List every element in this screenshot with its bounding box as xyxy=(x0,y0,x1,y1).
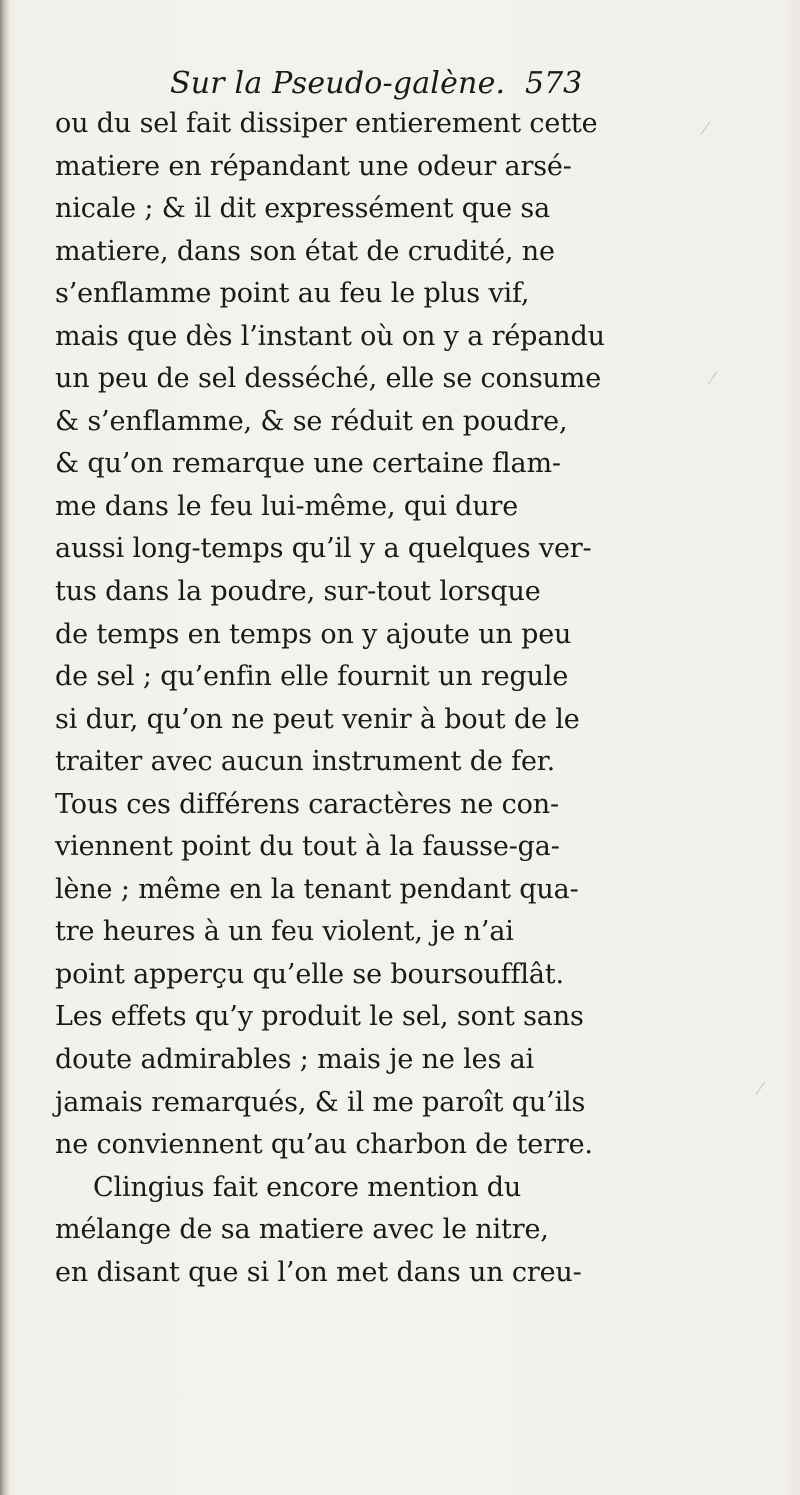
text-line: de temps en temps on y ajoute un peu xyxy=(55,618,572,650)
text-line: doute admirables ; mais je ne les ai xyxy=(55,1044,535,1076)
text-line: & qu’on remarque une certaine flam- xyxy=(55,448,561,480)
running-title: Sur la Pseudo-galène. xyxy=(170,66,506,101)
text-line: me dans le feu lui-même, qui dure xyxy=(55,490,519,522)
text-line: matiere en répandant une odeur arsé- xyxy=(55,150,572,182)
text-line: s’enflamme point au feu le plus vif, xyxy=(55,278,530,310)
text-line: tre heures à un feu violent, je n’ai xyxy=(55,916,514,948)
text-line: mais que dès l’instant où on y a répandu xyxy=(55,320,605,352)
text-line: matiere, dans son état de crudité, ne xyxy=(55,235,555,267)
text-line: aussi long-temps qu’il y a quelques ver- xyxy=(55,533,592,565)
text-line: tus dans la poudre, sur-tout lorsque xyxy=(55,576,541,608)
text-line: mélange de sa matiere avec le nitre, xyxy=(55,1214,549,1246)
text-line: en disant que si l’on met dans un creu- xyxy=(55,1256,582,1288)
text-line: un peu de sel desséché, elle se consume xyxy=(55,363,602,395)
page-number: 573 xyxy=(525,66,583,101)
text-line-indented: Clingius fait encore mention du xyxy=(93,1171,522,1203)
text-line: Les effets qu’y produit le sel, sont sans xyxy=(55,1001,584,1033)
page-binding-edge xyxy=(0,0,10,1495)
running-head xyxy=(60,66,760,106)
text-line: ou du sel fait dissiper entierement cette xyxy=(55,108,598,139)
text-line: nicale ; & il dit expressément que sa xyxy=(55,193,551,225)
text-line: viennent point du tout à la fausse-ga- xyxy=(55,831,560,863)
text-line: lène ; même en la tenant pendant qua- xyxy=(55,873,579,905)
body-text xyxy=(55,103,800,1294)
text-line: si dur, qu’on ne peut venir à bout de le xyxy=(55,703,580,735)
text-line: ne conviennent qu’au charbon de terre. xyxy=(55,1129,593,1161)
text-line: traiter avec aucun instrument de fer. xyxy=(55,746,556,778)
text-line: jamais remarqués, & il me paroît qu’ils xyxy=(55,1086,586,1118)
text-line: point apperçu qu’elle se boursoufflât. xyxy=(55,958,564,990)
text-line: & s’enflamme, & se réduit en poudre, xyxy=(55,405,568,437)
text-line: de sel ; qu’enfin elle fournit un regule xyxy=(55,661,569,693)
text-line: Tous ces différens caractères ne con- xyxy=(55,788,559,820)
